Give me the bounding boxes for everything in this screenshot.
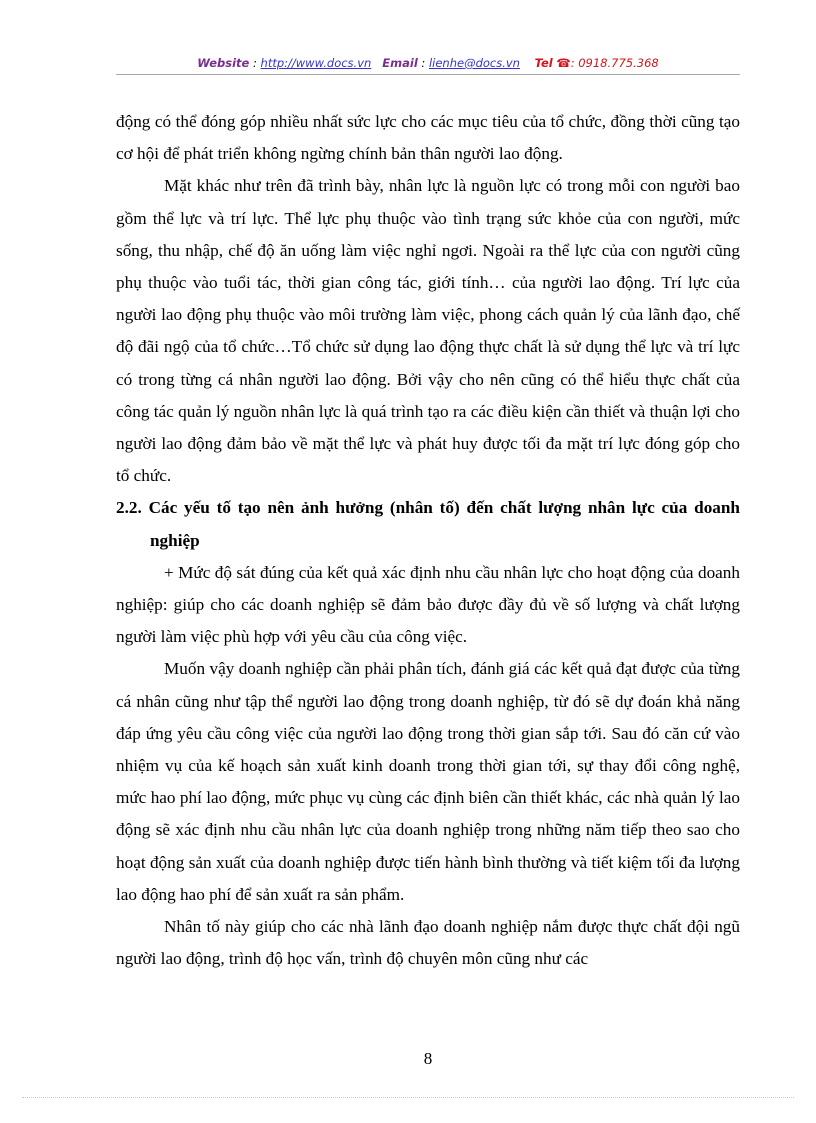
header-divider (116, 74, 740, 75)
section-heading: 2.2. Các yếu tố tạo nên ảnh hưởng (nhân tố) đến chất lượng nhân lực của doanh nghiệp (116, 498, 740, 550)
website-label: Website (197, 56, 250, 70)
paragraph: Mặt khác như trên đã trình bày, nhân lực là nguồn lực có trong mỗi con người bao gồm thể lực và trí lực. Thể lực phụ thuộc vào tình trạng sức khỏe của con người, mức sống, thu nhập, chế độ ăn uống làm việc nghỉ ngơi. Ngoài ra thể lực của con người cũng phụ thuộc vào tuổi tác, thời gian công tác, giới tính… của người lao động. Trí lực của người lao động phụ thuộc vào môi trường làm việc, phong cách quản lý của lãnh đạo, chế độ đãi ngộ của tổ chức…Tổ chức sử dụng lao động thực chất là sử dụng thể lực và trí lực có trong từng cá nhân người lao động. Bởi vậy cho nên cũng có thể hiểu thực chất của công tác quản lý nguồn nhân lực là quá trình tạo ra các điều kiện cần thiết và thuận lợi cho người lao động đảm bảo về mặt thể lực và phát huy được tối đa mặt trí lực đóng góp cho tổ chức. (116, 176, 740, 486)
paragraph: + Mức độ sát đúng của kết quả xác định nhu cầu nhân lực cho hoạt động của doanh nghiệp: giúp cho các doanh nghiệp sẽ đảm bảo được đầy đủ về số lượng và chất lượng người làm việc phù hợp với yêu cầu của công việc. (116, 562, 740, 647)
page-content (116, 106, 740, 975)
page-number: 8 (423, 1049, 433, 1068)
footer-divider (22, 1097, 794, 1098)
tel-label: Tel (534, 56, 553, 70)
email-link[interactable]: lienhe@docs.vn (428, 56, 520, 70)
website-link[interactable]: http://www.docs.vn (260, 56, 372, 70)
website-separator: : (249, 56, 261, 70)
email-separator: : (417, 56, 429, 70)
tel-number: : 0918.775.368 (570, 56, 659, 70)
email-label: Email (382, 56, 418, 70)
phone-icon: ☎ (556, 56, 571, 70)
paragraph-continuation: động có thể đóng góp nhiều nhất sức lực cho các mục tiêu của tổ chức, đồng thời cũng tạo cơ hội để phát triển không ngừng chính bản thân người lao động. (116, 112, 740, 164)
paragraph: Nhân tố này giúp cho các nhà lãnh đạo doanh nghiệp nắm được thực chất đội ngũ người lao động, trình độ học vấn, trình độ chuyên môn cũng như các (116, 917, 740, 969)
paragraph: Muốn vậy doanh nghiệp cần phải phân tích, đánh giá các kết quả đạt được của từng cá nhân cũng như tập thể người lao động trong doanh nghiệp, từ đó sẽ dự đoán khả năng đáp ứng yêu cầu công việc của người lao động trong thời gian sắp tới. Sau đó căn cứ vào nhiệm vụ của kế hoạch sản xuất kinh doanh trong thời gian tới, sự thay đổi công nghệ, mức hao phí lao động, mức phục vụ cùng các định biên cần thiết khác, các nhà quản lý lao động sẽ xác định nhu cầu nhân lực của doanh nghiệp trong những năm tiếp theo sao cho hoạt động sản xuất của doanh nghiệp được tiến hành bình thường và tiết kiệm tối đa lượng lao động hao phí để sản xuất ra sản phẩm. (116, 659, 740, 904)
page-header (116, 56, 740, 70)
